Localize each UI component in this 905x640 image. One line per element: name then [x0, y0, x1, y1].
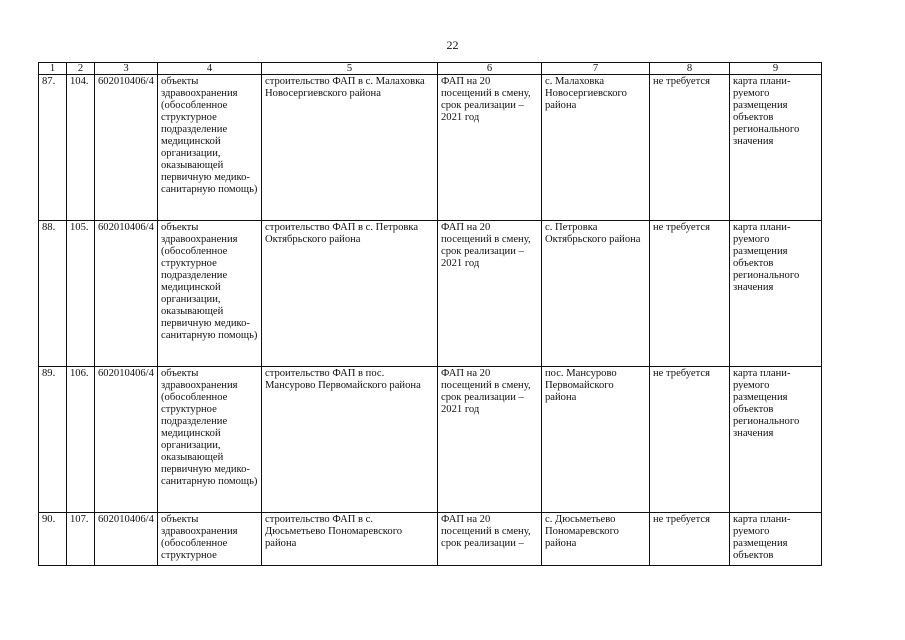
- object-location: с. Малаховка Новосергиевского района: [542, 75, 650, 221]
- column-header: 9: [730, 63, 822, 75]
- zone-requirement: не требуется: [650, 221, 730, 367]
- column-header: 4: [158, 63, 262, 75]
- map-reference: карта плани-руемого размещения объектов регионального значения: [730, 367, 822, 513]
- object-code: 602010406/4: [95, 75, 158, 221]
- header-row: [39, 63, 822, 75]
- row-number: 90.: [39, 513, 67, 566]
- map-reference: карта плани-руемого размещения объектов регионального значения: [730, 221, 822, 367]
- object-code: 602010406/4: [95, 367, 158, 513]
- object-code: 602010406/4: [95, 513, 158, 566]
- row-number: 89.: [39, 367, 67, 513]
- object-type: объекты здравоохранения (обособленное структурное подразделение медицинской организации, оказывающей первичную медико-санитарную помощь): [158, 221, 262, 367]
- object-type: объекты здравоохранения (обособленное структурное подразделение медицинской организации, оказывающей первичную медико-санитарную помощь): [158, 75, 262, 221]
- object-characteristics: ФАП на 20 посещений в смену, срок реализации – 2021 год: [438, 367, 542, 513]
- object-name: строительство ФАП в пос. Мансурово Первомайского района: [262, 367, 438, 513]
- table-row: [39, 75, 822, 221]
- row-number: 88.: [39, 221, 67, 367]
- object-location: с. Петровка Октябрьского района: [542, 221, 650, 367]
- row-number: 87.: [39, 75, 67, 221]
- column-header: 1: [39, 63, 67, 75]
- object-location: с. Дюсьметьево Пономаревского района: [542, 513, 650, 566]
- object-name: строительство ФАП в с. Малаховка Новосергиевского района: [262, 75, 438, 221]
- object-name: строительство ФАП в с. Дюсьметьево Пономаревского района: [262, 513, 438, 566]
- page-number: 22: [446, 38, 459, 52]
- zone-requirement: не требуется: [650, 367, 730, 513]
- object-characteristics: ФАП на 20 посещений в смену, срок реализации – 2021 год: [438, 221, 542, 367]
- column-header: 7: [542, 63, 650, 75]
- item-number: 104.: [67, 75, 95, 221]
- map-reference: карта плани-руемого размещения объектов регионального значения: [730, 75, 822, 221]
- column-header: 5: [262, 63, 438, 75]
- object-code: 602010406/4: [95, 221, 158, 367]
- item-number: 107.: [67, 513, 95, 566]
- item-number: 105.: [67, 221, 95, 367]
- table-row: [39, 221, 822, 367]
- zone-requirement: не требуется: [650, 75, 730, 221]
- map-reference: карта плани-руемого размещения объектов: [730, 513, 822, 566]
- zone-requirement: не требуется: [650, 513, 730, 566]
- item-number: 106.: [67, 367, 95, 513]
- object-name: строительство ФАП в с. Петровка Октябрьского района: [262, 221, 438, 367]
- column-header: 3: [95, 63, 158, 75]
- register-table: [38, 62, 822, 566]
- column-header: 2: [67, 63, 95, 75]
- object-characteristics: ФАП на 20 посещений в смену, срок реализации – 2021 год: [438, 75, 542, 221]
- object-type: объекты здравоохранения (обособленное структурное подразделение медицинской организации, оказывающей первичную медико-санитарную помощь): [158, 367, 262, 513]
- column-header: 8: [650, 63, 730, 75]
- table-row: [39, 367, 822, 513]
- object-characteristics: ФАП на 20 посещений в смену, срок реализации –: [438, 513, 542, 566]
- object-location: пос. Мансурово Первомайского района: [542, 367, 650, 513]
- table-row: [39, 513, 822, 566]
- object-type: объекты здравоохранения (обособленное структурное: [158, 513, 262, 566]
- column-header: 6: [438, 63, 542, 75]
